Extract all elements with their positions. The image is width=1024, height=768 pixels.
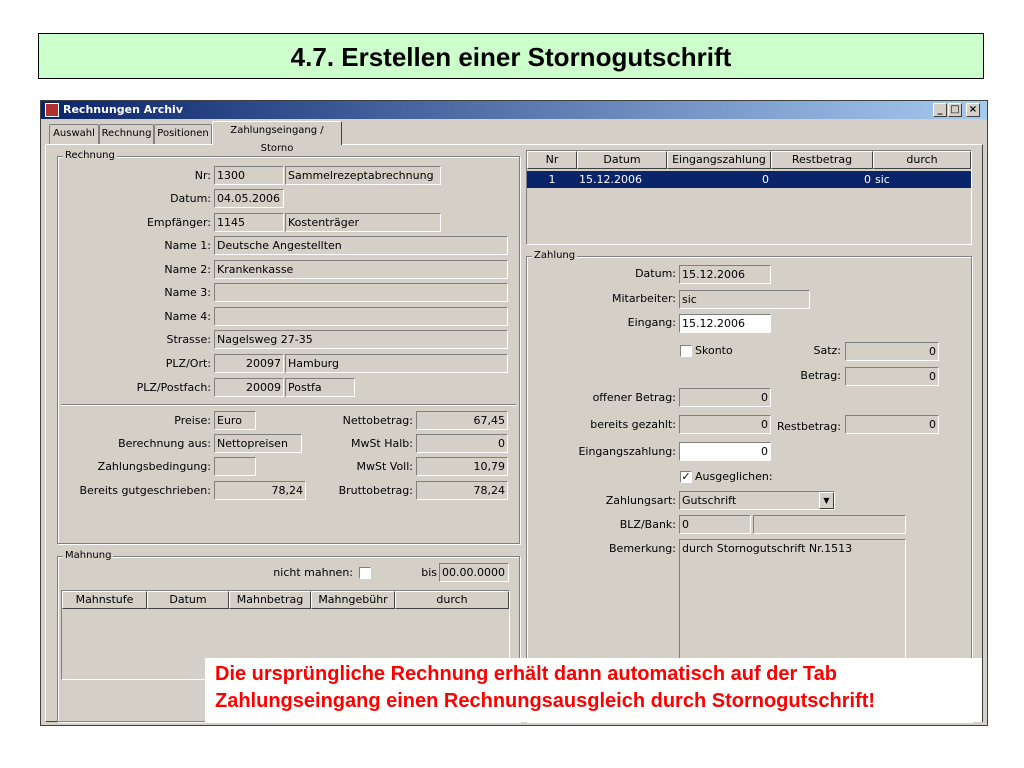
- table-row[interactable]: [527, 171, 971, 188]
- zahlung-datum-label: Datum:: [635, 267, 676, 280]
- preise-field[interactable]: Euro: [214, 411, 256, 430]
- empfaenger-description-field[interactable]: Kostenträger: [285, 213, 441, 232]
- mahnung-col-datum[interactable]: Datum: [147, 591, 229, 609]
- zahlung-legend: Zahlung: [534, 250, 576, 261]
- ausgeglichen-checkbox[interactable]: ✓: [681, 470, 691, 483]
- blz-bank-label: BLZ/Bank:: [619, 518, 676, 531]
- eingang-field[interactable]: 15.12.2006: [679, 314, 771, 333]
- mahnung-legend: Mahnung: [65, 550, 112, 561]
- empfaenger-label: Empfänger:: [146, 216, 211, 229]
- restbetrag-field[interactable]: 0: [845, 415, 939, 434]
- nicht-mahnen-checkbox[interactable]: [359, 567, 371, 579]
- zahlungen-col-datum[interactable]: Datum: [577, 151, 667, 169]
- tab-rechnung[interactable]: Rechnung: [99, 124, 154, 144]
- empfaenger-field[interactable]: 1145: [214, 213, 284, 232]
- slide-title: 4.7. Erstellen einer Stornogutschrift: [38, 33, 984, 79]
- plz-field[interactable]: 20097: [214, 354, 284, 373]
- name3-field[interactable]: [214, 283, 508, 302]
- plz-ort-label: PLZ/Ort:: [165, 357, 211, 370]
- offener-betrag-field[interactable]: 0: [679, 388, 771, 407]
- maximize-button[interactable]: □: [948, 103, 962, 117]
- mahnung-col-durch[interactable]: durch: [395, 591, 509, 609]
- zahlungen-col-restbetrag[interactable]: Restbetrag: [771, 151, 873, 169]
- row-eingang: 0: [762, 173, 769, 186]
- name2-label: Name 2:: [164, 263, 211, 276]
- restbetrag-label: Restbetrag:: [777, 420, 841, 433]
- ausgeglichen-label: Ausgeglichen:: [695, 470, 773, 483]
- strasse-field[interactable]: Nagelsweg 27-35: [214, 330, 508, 349]
- mitarbeiter-field[interactable]: sic: [679, 290, 810, 309]
- callout-note: [205, 658, 982, 722]
- postfach-field[interactable]: Postfa: [285, 378, 355, 397]
- zahlungen-col-durch[interactable]: durch: [873, 151, 971, 169]
- bruttobetrag-field[interactable]: 78,24: [416, 481, 508, 500]
- mwst-voll-label: MwSt Voll:: [356, 460, 413, 473]
- window-title: Rechnungen Archiv: [63, 103, 184, 116]
- bemerkung-label: Bemerkung:: [609, 542, 676, 555]
- mitarbeiter-label: Mitarbeiter:: [611, 292, 676, 305]
- bemerkung-textarea[interactable]: durch Stornogutschrift Nr.1513: [679, 539, 906, 659]
- betrag-field[interactable]: 0: [845, 367, 939, 386]
- nettobetrag-label: Nettobetrag:: [342, 414, 413, 427]
- datum-field[interactable]: 04.05.2006: [214, 189, 284, 208]
- rechnungen-archiv-window: [40, 100, 988, 726]
- chevron-down-icon[interactable]: ▼: [819, 492, 834, 509]
- app-icon: [45, 103, 59, 117]
- tab-positionen[interactable]: Positionen: [154, 124, 212, 144]
- mahnung-col-mahngebuehr[interactable]: Mahngebühr: [311, 591, 395, 609]
- zahlungen-col-eingangszahlung[interactable]: Eingangszahlung: [667, 151, 771, 169]
- bis-date-field[interactable]: 00.00.0000: [439, 563, 509, 582]
- satz-field[interactable]: 0: [845, 342, 939, 361]
- zahlungsart-label: Zahlungsart:: [605, 494, 676, 507]
- skonto-label: Skonto: [695, 344, 733, 357]
- skonto-checkbox[interactable]: [680, 345, 692, 357]
- nr-field[interactable]: 1300: [214, 166, 284, 185]
- zahlungen-col-nr[interactable]: Nr: [527, 151, 577, 169]
- tab-auswahl[interactable]: Auswahl: [49, 124, 99, 144]
- bereits-gezahlt-field[interactable]: 0: [679, 415, 771, 434]
- satz-label: Satz:: [813, 344, 841, 357]
- row-nr: 1: [548, 173, 556, 186]
- nr-label: Nr:: [194, 169, 211, 182]
- nr-description-field[interactable]: Sammelrezeptabrechnung: [285, 166, 441, 185]
- eingangszahlung-field[interactable]: 0: [679, 442, 771, 461]
- name3-label: Name 3:: [164, 286, 211, 299]
- callout-line-2: Zahlungseingang einen Rechnungsausgleich durch Stornogutschrift!: [215, 690, 876, 712]
- plz-postfach-label: PLZ/Postfach:: [136, 381, 211, 394]
- ort-field[interactable]: Hamburg: [285, 354, 508, 373]
- strasse-label: Strasse:: [166, 333, 211, 346]
- blz-field[interactable]: 0: [679, 515, 751, 534]
- bereits-gezahlt-label: bereits gezahlt:: [590, 418, 676, 431]
- mahnung-col-mahnbetrag[interactable]: Mahnbetrag: [229, 591, 311, 609]
- berechnung-field[interactable]: Nettopreisen: [214, 434, 302, 453]
- plz-postfach-field[interactable]: 20009: [214, 378, 284, 397]
- window-titlebar[interactable]: [41, 101, 987, 119]
- zahlungsart-select[interactable]: Gutschrift: [679, 491, 835, 510]
- nicht-mahnen-label: nicht mahnen:: [273, 566, 353, 579]
- mwst-halb-field[interactable]: 0: [416, 434, 508, 453]
- name1-label: Name 1:: [164, 239, 211, 252]
- berechnung-label: Berechnung aus:: [118, 437, 211, 450]
- bank-field[interactable]: [753, 515, 906, 534]
- gutgeschrieben-field[interactable]: 78,24: [214, 481, 306, 500]
- bruttobetrag-label: Bruttobetrag:: [338, 484, 413, 497]
- betrag-label: Betrag:: [800, 369, 841, 382]
- bis-label: bis: [421, 566, 437, 579]
- preise-label: Preise:: [174, 414, 211, 427]
- mahnung-col-mahnstufe[interactable]: Mahnstufe: [62, 591, 147, 609]
- zahlung-datum-field[interactable]: 15.12.2006: [679, 265, 771, 284]
- minimize-button[interactable]: _: [933, 103, 947, 117]
- callout-line-1: Die ursprüngliche Rechnung erhält dann automatisch auf der Tab: [215, 663, 837, 685]
- row-datum: 15.12.2006: [579, 173, 642, 186]
- eingangszahlung-label: Eingangszahlung:: [578, 445, 676, 458]
- zahlungsbedingung-label: Zahlungsbedingung:: [97, 460, 211, 473]
- name4-label: Name 4:: [164, 310, 211, 323]
- rechnung-separator: [61, 404, 516, 406]
- name4-field[interactable]: [214, 307, 508, 326]
- row-rest: 0: [864, 173, 871, 186]
- tab-zahlungseingang-storno[interactable]: Zahlungseingang / Storno: [212, 121, 342, 145]
- mwst-voll-field[interactable]: 10,79: [416, 457, 508, 476]
- name2-field[interactable]: Krankenkasse: [214, 260, 508, 279]
- offener-betrag-label: offener Betrag:: [592, 391, 676, 404]
- eingang-label: Eingang:: [627, 316, 676, 329]
- nettobetrag-field[interactable]: 67,45: [416, 411, 508, 430]
- name1-field[interactable]: Deutsche Angestellten: [214, 236, 508, 255]
- rechnung-legend: Rechnung: [65, 150, 115, 161]
- row-durch: sic: [875, 173, 890, 186]
- datum-label: Datum:: [170, 192, 211, 205]
- zahlungsbedingung-field[interactable]: [214, 457, 256, 476]
- close-button[interactable]: ×: [966, 103, 980, 117]
- mwst-halb-label: MwSt Halb:: [350, 437, 413, 450]
- gutgeschrieben-label: Bereits gutgeschrieben:: [79, 484, 211, 497]
